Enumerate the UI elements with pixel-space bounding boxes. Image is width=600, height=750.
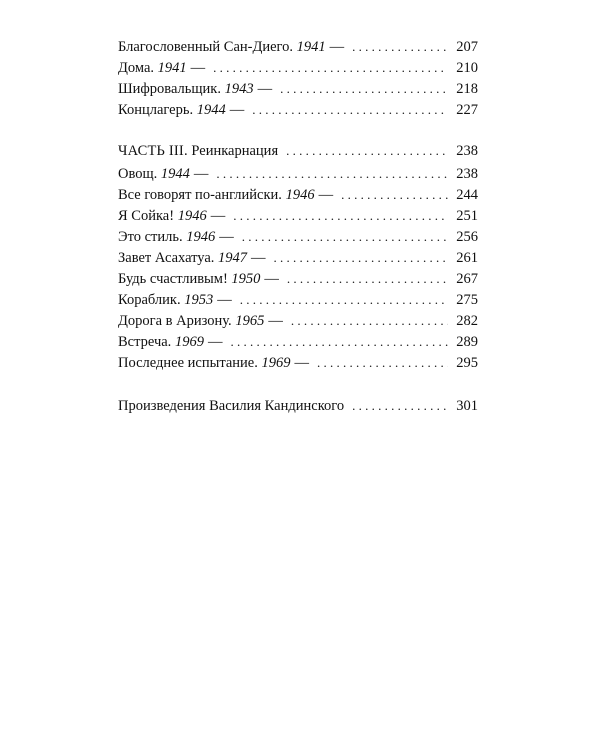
entry-title: Все говорят по-английски. 1946 — — [118, 187, 334, 203]
page-number: 282 — [456, 313, 478, 329]
entry-year: 1944 — [160, 166, 190, 182]
table-of-contents — [118, 36, 478, 416]
part-title — [118, 141, 278, 162]
section-gap — [118, 120, 478, 140]
part-name: Реинкарнация — [191, 143, 279, 159]
entry-dash: — — [190, 60, 206, 76]
dot-leader — [280, 78, 448, 99]
dot-leader — [230, 331, 448, 352]
dot-leader — [233, 205, 448, 226]
entry-title: Последнее испытание. 1969 — — [118, 355, 309, 371]
page-number: 251 — [456, 208, 478, 224]
entry-title: Это стиль. 1946 — — [118, 229, 234, 245]
page-number: 210 — [456, 60, 478, 76]
page-number: 256 — [456, 229, 478, 245]
dot-leader — [352, 395, 448, 416]
dot-leader — [216, 163, 448, 184]
entry-title: Будь счастливым! 1950 — — [118, 271, 279, 287]
toc-group-part3 — [118, 163, 478, 373]
entry-dash: — — [294, 355, 309, 371]
toc-entry-works[interactable] — [118, 395, 478, 416]
entry-year: 1946 — [285, 187, 315, 203]
entry-dash: — — [318, 187, 334, 203]
toc-entry[interactable] — [118, 184, 478, 205]
dot-leader — [286, 140, 448, 161]
dot-leader — [287, 268, 448, 289]
entry-dash: — — [257, 81, 273, 97]
dot-leader — [242, 226, 448, 247]
toc-entry[interactable] — [118, 163, 478, 184]
page-number: 261 — [456, 250, 478, 266]
toc-entry[interactable] — [118, 310, 478, 331]
entry-dash: — — [210, 208, 226, 224]
toc-entry[interactable] — [118, 331, 478, 352]
entry-year: 1947 — [218, 250, 248, 266]
dot-leader — [317, 352, 448, 373]
entry-dash: — — [219, 229, 234, 245]
toc-entry[interactable] — [118, 205, 478, 226]
entry-dash: — — [329, 39, 345, 55]
toc-entry[interactable] — [118, 247, 478, 268]
dot-leader — [341, 184, 448, 205]
dot-leader — [240, 289, 448, 310]
section-gap — [118, 373, 478, 395]
toc-entry[interactable] — [118, 36, 478, 57]
entry-year: 1943 — [224, 81, 254, 97]
entry-year: 1969 — [174, 334, 204, 350]
entry-dash: — — [207, 334, 223, 350]
toc-entry[interactable] — [118, 268, 478, 289]
page-number: 207 — [456, 39, 478, 55]
entry-title: Дорога в Аризону. 1965 — — [118, 313, 283, 329]
dot-leader — [252, 99, 448, 120]
entry-title: Произведения Василия Кандинского — [118, 398, 345, 414]
page-number: 267 — [456, 271, 478, 287]
page-number: 275 — [456, 292, 478, 308]
entry-year: 1969 — [261, 355, 291, 371]
entry-title: Дома. 1941 — — [118, 60, 206, 76]
toc-entry[interactable] — [118, 289, 478, 310]
entry-dash: — — [268, 313, 283, 329]
toc-group-part2-end — [118, 36, 478, 120]
entry-title: Я Сойка! 1946 — — [118, 208, 226, 224]
page-number: 295 — [456, 355, 478, 371]
dot-leader — [352, 36, 448, 57]
entry-year: 1953 — [184, 292, 214, 308]
toc-entry[interactable] — [118, 99, 478, 120]
entry-title: Завет Асахатуа. 1947 — — [118, 250, 266, 266]
page-number: 289 — [456, 334, 478, 350]
toc-entry[interactable] — [118, 78, 478, 99]
entry-title: Шифровальщик. 1943 — — [118, 81, 273, 97]
entry-title: Благословенный Сан-Диего. 1941 — — [118, 39, 345, 55]
entry-year: 1950 — [231, 271, 261, 287]
toc-entry[interactable] — [118, 226, 478, 247]
entry-dash: — — [229, 102, 245, 118]
page-number: 301 — [456, 398, 478, 414]
toc-entry[interactable] — [118, 352, 478, 373]
entry-year: 1941 — [157, 60, 187, 76]
page-number: 238 — [456, 166, 478, 182]
entry-title: Овощ. 1944 — — [118, 166, 209, 182]
page-number: 218 — [456, 81, 478, 97]
entry-year: 1941 — [296, 39, 326, 55]
entry-title: Кораблик. 1953 — — [118, 292, 232, 308]
toc-part-heading[interactable] — [118, 140, 478, 161]
entry-dash: — — [264, 271, 279, 287]
entry-year: 1946 — [177, 208, 207, 224]
entry-year: 1946 — [186, 229, 216, 245]
entry-year: 1965 — [235, 313, 265, 329]
entry-dash: — — [217, 292, 232, 308]
entry-dash: — — [193, 166, 209, 182]
page-number: 227 — [456, 102, 478, 118]
entry-dash: — — [251, 250, 266, 266]
dot-leader — [213, 57, 448, 78]
dot-leader — [274, 247, 448, 268]
part-label: ЧАСТЬ III. — [118, 143, 188, 159]
entry-year: 1944 — [196, 102, 226, 118]
dot-leader — [291, 310, 448, 331]
entry-title: Встреча. 1969 — — [118, 334, 223, 350]
toc-entry[interactable] — [118, 57, 478, 78]
entry-title: Концлагерь. 1944 — — [118, 102, 245, 118]
page-number: 238 — [456, 143, 478, 159]
page-number: 244 — [456, 187, 478, 203]
